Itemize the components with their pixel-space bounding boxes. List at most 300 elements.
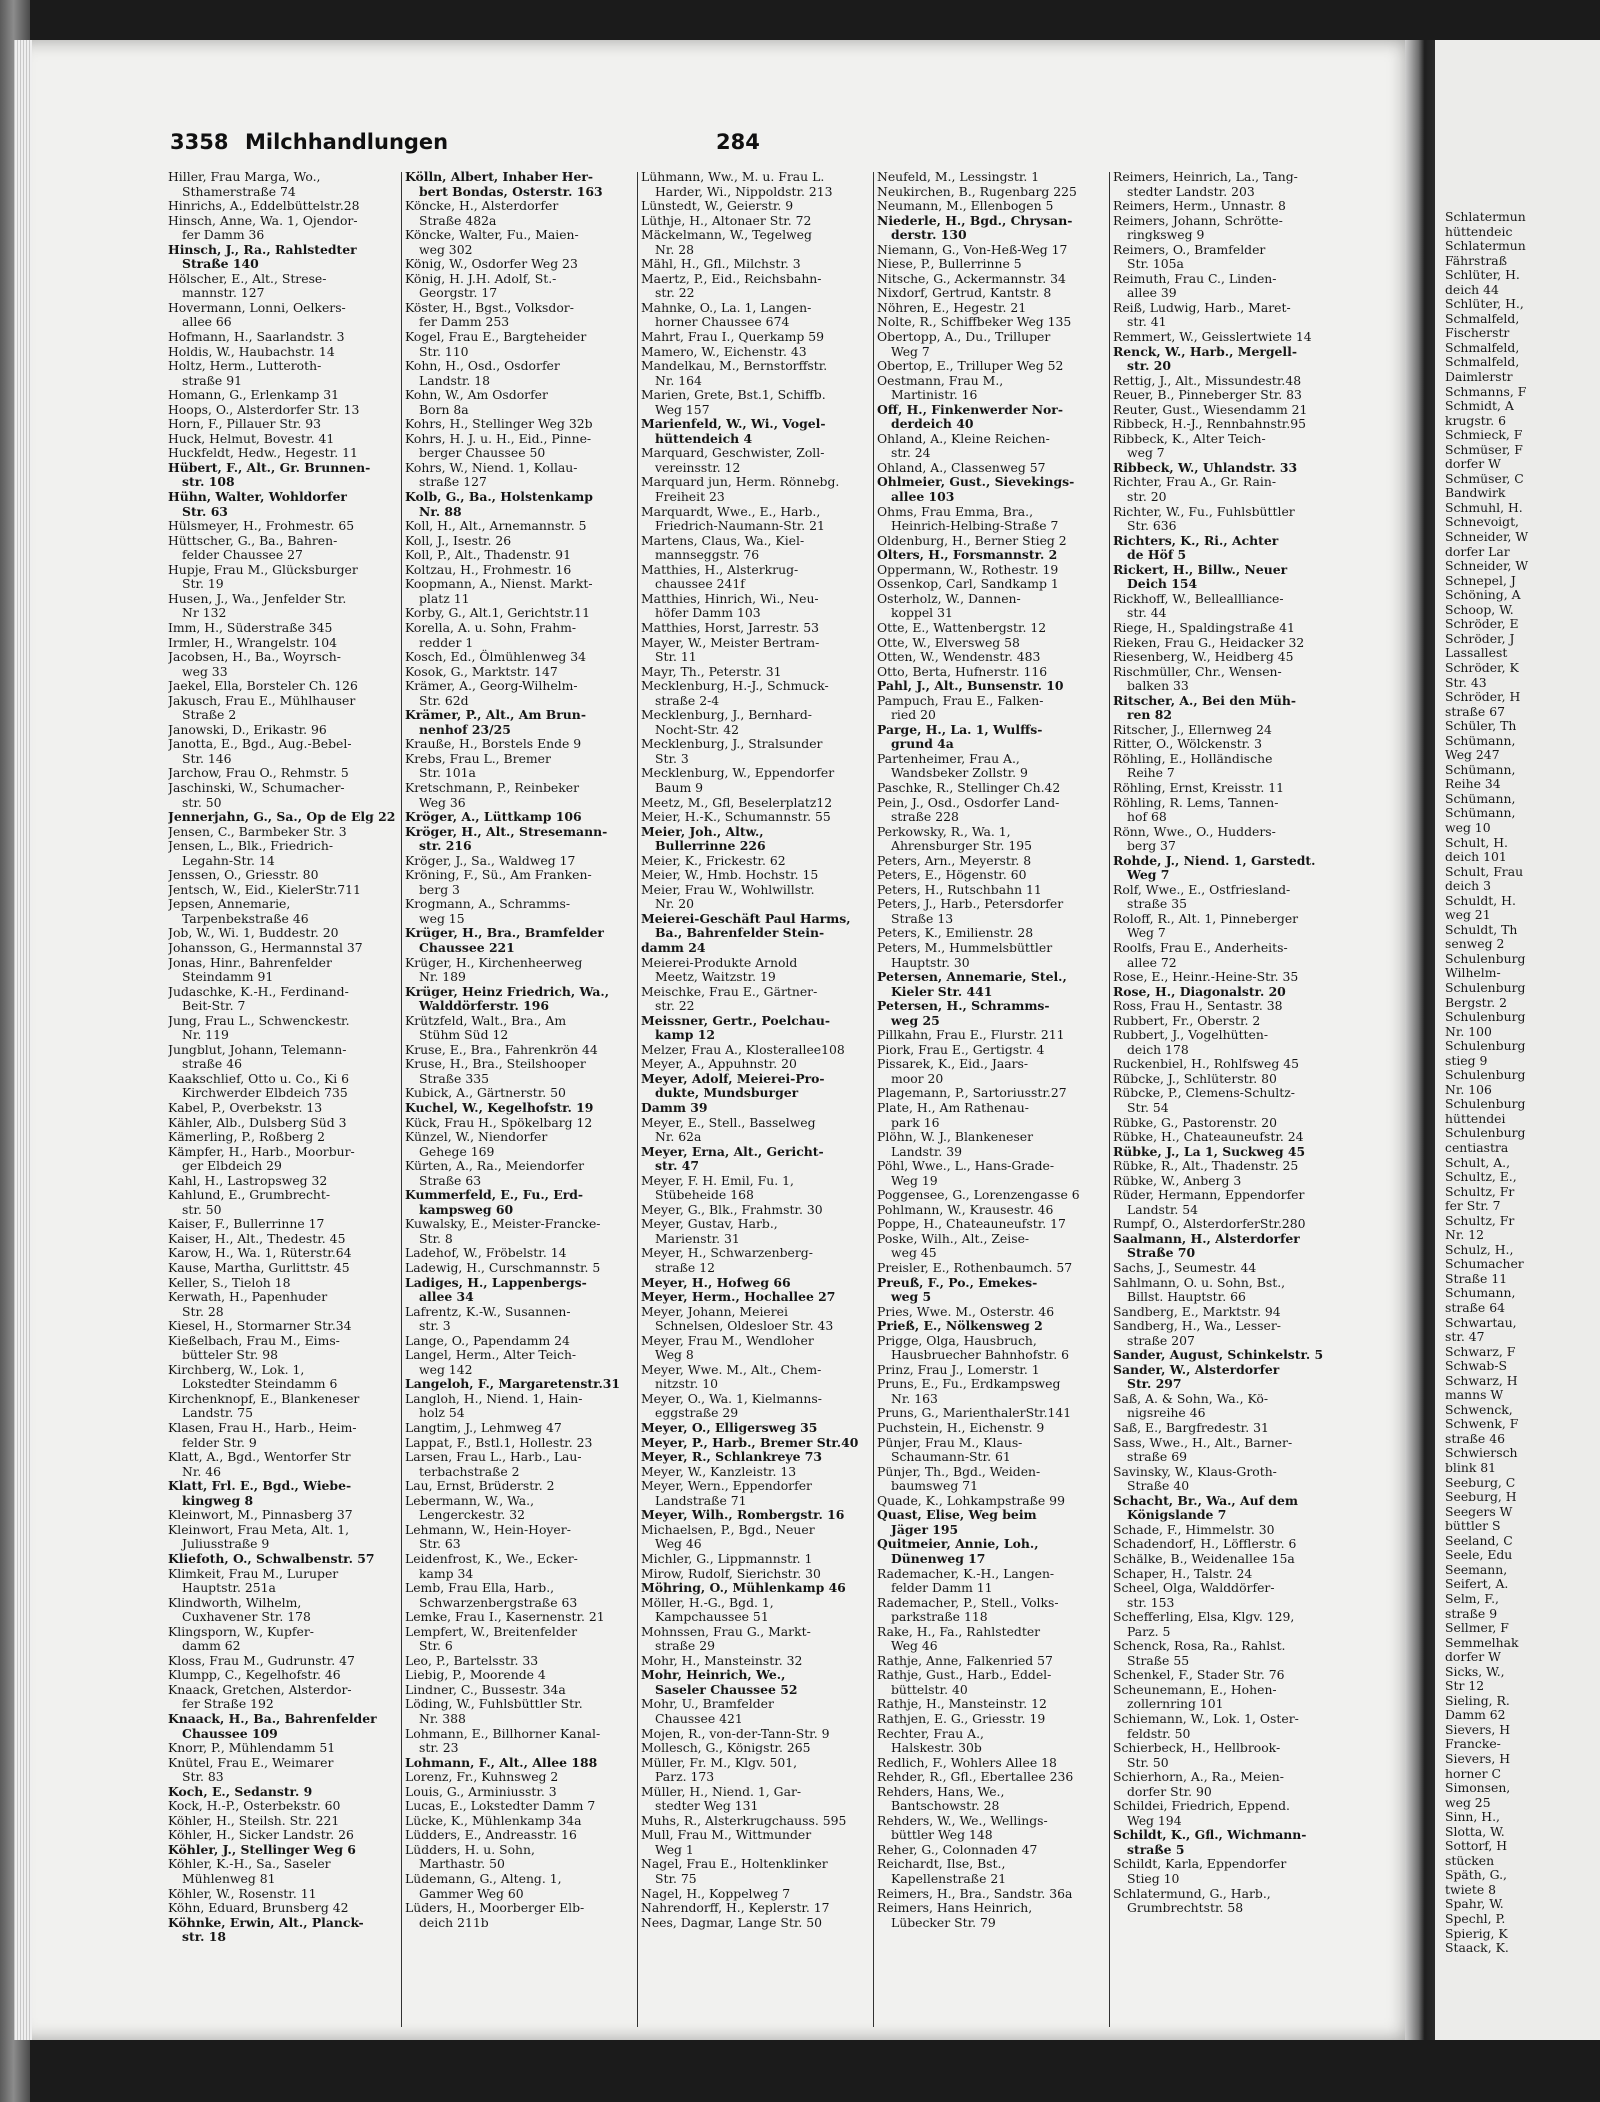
entry-continuation: straße 12 <box>655 1260 715 1276</box>
entry-line: Ritter, O., Wölckenstr. 3 <box>1113 736 1263 752</box>
entry-continuation: Weg 157 <box>655 401 710 417</box>
directory-entry <box>405 1872 633 1901</box>
directory-entry <box>641 1596 869 1625</box>
next-page-fragment: Schulenburg <box>1445 1038 1526 1054</box>
directory-entry <box>877 1465 1105 1494</box>
entry-line: Peters, H., Rutschbahn 11 <box>877 881 1042 897</box>
directory-entry <box>877 694 1105 723</box>
entry-line: Meierei-Produkte Arnold <box>641 954 798 970</box>
next-page-fragment: hüttendei <box>1445 1110 1506 1126</box>
directory-entry <box>1113 1116 1341 1131</box>
entry-line: Jentsch, W., Eid., KielerStr.711 <box>168 881 361 897</box>
directory-entry <box>641 737 869 766</box>
directory-entry <box>1113 1610 1341 1639</box>
directory-entry <box>877 1421 1105 1436</box>
entry-continuation: Beit-Str. 7 <box>182 998 246 1014</box>
entry-continuation: nigsreihe 46 <box>1127 1405 1206 1421</box>
next-page-fragment: Schulz, H., <box>1445 1241 1514 1257</box>
entry-continuation: Weg 19 <box>891 1172 938 1188</box>
directory-entry <box>641 985 869 1014</box>
entry-line: Mollesch, G., Königstr. 265 <box>641 1740 811 1756</box>
directory-entry <box>877 1668 1105 1697</box>
entry-line: Rübke, J., La 1, Suckweg 45 <box>1113 1143 1306 1159</box>
entry-line: Mecklenburg, J., Stralsunder <box>641 736 823 752</box>
entry-line: Mohnssen, Frau G., Markt- <box>641 1623 811 1639</box>
next-page-fragment: Schuldt, Th <box>1445 921 1518 937</box>
directory-entry <box>1113 1145 1341 1160</box>
entry-line: Obertop, E., Trilluper Weg 52 <box>877 358 1064 374</box>
entry-continuation: Lengerckestr. 32 <box>419 1507 526 1523</box>
next-page-fragment: Schwiersch <box>1445 1445 1518 1461</box>
entry-line: Jarchow, Frau O., Rehmstr. 5 <box>168 765 349 781</box>
directory-entry <box>877 883 1105 898</box>
entry-continuation: Str. 101a <box>419 765 476 781</box>
entry-continuation: holz 54 <box>419 1405 465 1421</box>
entry-continuation: Nr. 88 <box>419 503 462 519</box>
entry-line: Langloh, H., Niend. 1, Hain- <box>405 1390 583 1406</box>
entry-line: Kämpfer, H., Harb., Moorbur- <box>168 1143 355 1159</box>
entry-line: damm 24 <box>641 939 706 955</box>
entry-line: Hühn, Walter, Wohldorfer <box>168 489 347 505</box>
directory-entry <box>641 417 869 446</box>
directory-entry <box>877 592 1105 621</box>
next-page-fragment: dorfer W <box>1445 1649 1501 1665</box>
entry-continuation: Chaussee 221 <box>419 939 515 955</box>
directory-entry <box>1113 1217 1341 1232</box>
directory-entry <box>1113 999 1341 1014</box>
entry-continuation: Parz. 5 <box>1127 1623 1171 1639</box>
entry-continuation: weg 25 <box>891 1012 940 1028</box>
entry-continuation: mannstr. 127 <box>182 285 265 301</box>
directory-entry <box>168 1523 396 1552</box>
entry-line: Scheunemann, E., Hohen- <box>1113 1681 1277 1697</box>
entry-line: Pries, Wwe. M., Osterstr. 46 <box>877 1303 1055 1319</box>
directory-entry <box>877 679 1105 694</box>
directory-entry <box>1113 781 1341 796</box>
entry-continuation: kamp 34 <box>419 1565 474 1581</box>
directory-entry <box>641 796 869 811</box>
entry-line: Lemb, Frau Ella, Harb., <box>405 1580 555 1596</box>
entry-continuation: parkstraße 118 <box>891 1609 988 1625</box>
directory-entry <box>641 1828 869 1857</box>
next-page-fragment: Schmanns, F <box>1445 383 1527 399</box>
directory-entry <box>168 1508 396 1523</box>
entry-line: Job, W., Wi. 1, Buddestr. 20 <box>168 925 339 941</box>
entry-line: Holdis, W., Haubachstr. 14 <box>168 343 335 359</box>
entry-line: Rose, H., Diagonalstr. 20 <box>1113 983 1286 999</box>
directory-entry <box>1113 1799 1341 1828</box>
entry-line: Lindner, C., Bussestr. 34a <box>405 1681 566 1697</box>
directory-entry <box>641 941 869 956</box>
entry-line: Kleinwort, Frau Meta, Alt. 1, <box>168 1521 350 1537</box>
entry-line: Jungblut, Johann, Telemann- <box>168 1041 347 1057</box>
directory-entry <box>405 1086 633 1101</box>
entry-line: Kölln, Albert, Inhaber Her- <box>405 170 594 184</box>
directory-entry <box>168 1596 396 1625</box>
entry-line: Meyer, Wern., Eppendorfer <box>641 1478 812 1494</box>
directory-entry <box>1113 417 1341 432</box>
directory-entry <box>1113 330 1341 345</box>
directory-entry <box>405 810 633 825</box>
directory-entry <box>405 1348 633 1377</box>
entry-line: Koll, P., Alt., Thadenstr. 91 <box>405 547 571 563</box>
directory-entry <box>405 985 633 1014</box>
entry-line: Köncke, H., Alsterdorfer <box>405 198 559 214</box>
next-page-fragment: Schwab-S <box>1445 1358 1508 1374</box>
directory-entry <box>1113 388 1341 403</box>
entry-line: Lemke, Frau I., Kasernenstr. 21 <box>405 1609 605 1625</box>
entry-continuation: Georgstr. 17 <box>419 285 498 301</box>
entry-line: Kerwath, H., Papenhuder <box>168 1289 328 1305</box>
entry-line: Kaiser, F., Bullerrinne 17 <box>168 1216 325 1232</box>
entry-line: Peters, Arn., Meyerstr. 8 <box>877 852 1032 868</box>
entry-continuation: str. 24 <box>891 445 931 461</box>
entry-line: Poppe, H., Chateauneufstr. 17 <box>877 1216 1066 1232</box>
directory-entry <box>168 1814 396 1829</box>
entry-line: Kabel, P., Overbekstr. 13 <box>168 1100 323 1115</box>
entry-continuation: mannseggstr. 76 <box>655 547 760 563</box>
entry-line: Löding, W., Fuhlsbüttler Str. <box>405 1696 583 1712</box>
entry-continuation: str. 50 <box>182 794 222 810</box>
directory-entry <box>405 1246 633 1261</box>
directory-entry <box>168 1799 396 1814</box>
entry-line: Koch, E., Sedanstr. 9 <box>168 1783 313 1799</box>
next-page-fragment: Schmalfeld, <box>1445 310 1520 326</box>
directory-entry <box>877 432 1105 461</box>
next-page-fragment: Straße 11 <box>1445 1270 1508 1286</box>
directory-entry <box>1113 1072 1341 1087</box>
entry-continuation: Freiheit 23 <box>655 489 725 505</box>
directory-entry <box>641 810 869 825</box>
entry-line: Johansson, G., Hermannstal 37 <box>168 939 363 955</box>
entry-line: Otto, Berta, Hufnerstr. 116 <box>877 663 1048 679</box>
next-page-fragment: Schröder, H <box>1445 689 1521 705</box>
entry-line: Koopmann, A., Nienst. Markt- <box>405 576 593 592</box>
directory-entry <box>877 1305 1105 1320</box>
entry-continuation: Weg 8 <box>655 1347 694 1363</box>
entry-line: Meyer, Erna, Alt., Gericht- <box>641 1143 824 1159</box>
entry-line: Schälke, B., Weidenallee 15a <box>1113 1550 1295 1566</box>
entry-line: Osterholz, W., Dannen- <box>877 590 1021 606</box>
directory-entry <box>641 854 869 869</box>
next-page-fragment: Schöning, A <box>1445 587 1521 603</box>
directory-entry <box>168 1479 396 1508</box>
entry-line: Sachs, J., Seumestr. 44 <box>1113 1260 1257 1276</box>
directory-entry <box>641 505 869 534</box>
entry-line: Kummerfeld, E., Fu., Erd- <box>405 1187 584 1203</box>
entry-continuation: Str. 8 <box>419 1230 453 1246</box>
next-page-fragment: Schümann, <box>1445 805 1516 821</box>
entry-line: Quitmeier, Annie, Loh., <box>877 1536 1039 1552</box>
entry-line: Mäckelmann, W., Tegelweg <box>641 227 812 243</box>
entry-line: Röhling, Ernst, Kreisstr. 11 <box>1113 779 1285 795</box>
entry-continuation: kampsweg 60 <box>419 1201 514 1217</box>
directory-entry <box>877 534 1105 549</box>
directory-entry <box>1113 1828 1341 1857</box>
directory-entry <box>641 1887 869 1902</box>
directory-entry <box>877 403 1105 432</box>
entry-line: Riege, H., Spaldingstraße 41 <box>1113 619 1295 635</box>
entry-line: Ossenkop, Carl, Sandkamp 1 <box>877 576 1059 592</box>
entry-line: Richter, W., Fu., Fuhlsbüttler <box>1113 503 1295 519</box>
entry-continuation: park 16 <box>891 1114 940 1130</box>
next-page-fragment: Daimlerstr <box>1445 369 1513 385</box>
entry-continuation: Weg 194 <box>1127 1812 1182 1828</box>
next-page-fragment: Schulenburg <box>1445 950 1526 966</box>
entry-line: Saß, A. & Sohn, Wa., Kö- <box>1113 1390 1269 1406</box>
directory-entry <box>1113 272 1341 301</box>
directory-entry <box>641 563 869 592</box>
entry-line: Ribbeck, K., Alter Teich- <box>1113 430 1266 446</box>
entry-line: Mandelkau, M., Bernstorffstr. <box>641 358 828 374</box>
directory-entry <box>641 1145 869 1174</box>
entry-continuation: deich 211b <box>419 1914 489 1930</box>
next-page-fragment: Sottorf, H <box>1445 1838 1508 1854</box>
directory-entry <box>168 461 396 490</box>
entry-line: Neufeld, M., Lessingstr. 1 <box>877 170 1040 184</box>
entry-line: Jaschinski, W., Schumacher- <box>168 779 345 795</box>
entry-continuation: Wandsbeker Zollstr. 9 <box>891 765 1028 781</box>
directory-entry <box>405 665 633 680</box>
directory-entry <box>168 1668 396 1683</box>
entry-line: Hiller, Frau Marga, Wo., <box>168 170 321 184</box>
directory-entry <box>405 1523 633 1552</box>
entry-line: Richter, Frau A., Gr. Rain- <box>1113 474 1277 490</box>
directory-entry <box>1113 214 1341 243</box>
entry-line: Saß, E., Bargfredestr. 31 <box>1113 1420 1269 1436</box>
directory-entry <box>877 1494 1105 1509</box>
directory-entry <box>877 1057 1105 1086</box>
entry-line: Korella, A. u. Sohn, Frahm- <box>405 619 577 635</box>
directory-entry <box>877 1756 1105 1771</box>
entry-line: Damm 39 <box>641 1100 708 1115</box>
entry-line: Horn, F., Pillauer Str. 93 <box>168 416 321 432</box>
entry-line: Hupje, Frau M., Glücksburger <box>168 561 358 577</box>
directory-entry <box>1113 1348 1341 1363</box>
next-page-fragment: straße 46 <box>1445 1430 1505 1446</box>
directory-entry <box>168 1901 396 1916</box>
next-page-fragment: Schümann, <box>1445 761 1516 777</box>
directory-entry <box>641 170 869 199</box>
entry-line: Kosok, G., Marktstr. 147 <box>405 663 558 679</box>
entry-line: Lempfert, W., Breitenfelder <box>405 1623 578 1639</box>
entry-continuation: straße 69 <box>1127 1449 1187 1465</box>
directory-entry <box>877 1159 1105 1188</box>
entry-continuation: Parz. 173 <box>655 1769 715 1785</box>
entry-continuation: weg 7 <box>1127 445 1165 461</box>
next-page-fragment: Schröder, E <box>1445 616 1519 632</box>
directory-entry <box>877 257 1105 272</box>
directory-entry <box>877 1770 1105 1785</box>
directory-entry <box>168 1072 396 1101</box>
directory-entry <box>1113 170 1341 199</box>
next-page-fragment: Seifert, A. <box>1445 1576 1509 1592</box>
next-page-fragment: Schmuhl, H. <box>1445 499 1523 515</box>
entry-line: Schierhorn, A., Ra., Meien- <box>1113 1769 1284 1785</box>
entry-line: Knorr, P., Mühlendamm 51 <box>168 1740 336 1756</box>
entry-line: Oldenburg, H., Berner Stieg 2 <box>877 532 1067 548</box>
directory-entry <box>1113 592 1341 621</box>
entry-line: Off, H., Finkenwerder Nor- <box>877 401 1063 417</box>
next-page-fragment: Bergstr. 2 <box>1445 994 1507 1010</box>
entry-line: Rubbert, Fr., Oberstr. 2 <box>1113 1012 1261 1028</box>
next-page-fragment: Spierig, K <box>1445 1925 1508 1941</box>
entry-continuation: balken 33 <box>1127 678 1189 694</box>
next-page-fragment: Spechl, P. <box>1445 1910 1506 1926</box>
directory-entry <box>641 1625 869 1654</box>
next-page-fragment: Schumann, <box>1445 1285 1516 1301</box>
entry-continuation: Hauptstr. 251a <box>182 1580 276 1596</box>
entry-line: Melzer, Frau A., Klosterallee108 <box>641 1041 845 1057</box>
entry-continuation: dukte, Mundsburger <box>655 1085 799 1101</box>
entry-continuation: Str. 3 <box>655 750 689 766</box>
directory-entry <box>168 621 396 636</box>
directory-entry <box>877 1436 1105 1465</box>
directory-entry <box>877 1043 1105 1058</box>
entry-line: Jensen, C., Barmbeker Str. 3 <box>168 823 347 839</box>
next-page-fragment: weg 10 <box>1445 819 1491 835</box>
entry-line: Meyer, R., Schlankreye 73 <box>641 1449 823 1465</box>
entry-continuation: derstr. 130 <box>891 227 967 243</box>
entry-line: Köhler, H., Steilsh. Str. 221 <box>168 1812 340 1828</box>
entry-line: Meyer, Gustav, Harb., <box>641 1216 778 1232</box>
entry-line: Oppermann, W., Rothestr. 19 <box>877 561 1059 577</box>
directory-entry <box>1113 694 1341 723</box>
entry-continuation: vereinsstr. 12 <box>655 459 741 475</box>
entry-continuation: Nr. 20 <box>655 896 695 912</box>
directory-column-5 <box>1113 170 1341 2030</box>
entry-line: Ohlmeier, Gust., Sievekings- <box>877 474 1075 490</box>
directory-entry <box>641 708 869 737</box>
directory-entry <box>168 272 396 301</box>
entry-line: Reimers, Johann, Schrötte- <box>1113 212 1283 228</box>
directory-entry <box>405 272 633 301</box>
next-page-fragment: Schlatermun <box>1445 209 1526 224</box>
entry-continuation: Ba., Bahrenfelder Stein- <box>655 925 825 941</box>
column-divider <box>637 172 638 2027</box>
directory-entry <box>405 1625 633 1654</box>
entry-line: Karow, H., Wa. 1, Rüterstr.64 <box>168 1245 352 1261</box>
entry-continuation: Jäger 195 <box>891 1521 959 1537</box>
directory-entry <box>1113 1392 1341 1421</box>
directory-entry <box>877 1276 1105 1305</box>
entry-continuation: str. 47 <box>655 1158 699 1174</box>
directory-entry <box>641 679 869 708</box>
entry-line: Jaekel, Ella, Borsteler Ch. 126 <box>168 678 358 694</box>
entry-line: Meischke, Frau E., Gärtner- <box>641 983 818 999</box>
directory-entry <box>1113 1887 1341 1916</box>
entry-line: Kause, Martha, Gurlittstr. 45 <box>168 1260 350 1276</box>
entry-line: Kruse, H., Bra., Steilshooper <box>405 1056 586 1072</box>
directory-entry <box>168 1712 396 1741</box>
entry-continuation: str. 108 <box>182 474 235 490</box>
entry-continuation: Str. 146 <box>182 750 232 766</box>
entry-continuation: Grumbrechtstr. 58 <box>1127 1900 1244 1916</box>
next-page-fragment: Slotta, W. <box>1445 1823 1505 1839</box>
directory-entry <box>1113 563 1341 592</box>
entry-line: Pruns, E., Fu., Erdkampsweg <box>877 1376 1061 1392</box>
directory-entry <box>1113 1086 1341 1115</box>
entry-line: Lehmann, W., Hein-Hoyer- <box>405 1521 571 1537</box>
entry-line: Leidenfrost, K., We., Ecker- <box>405 1550 578 1566</box>
entry-line: Mahrt, Frau I., Querkamp 59 <box>641 329 825 345</box>
directory-entry <box>168 839 396 868</box>
entry-line: Kröger, H., Alt., Stresemann- <box>405 823 608 839</box>
next-page-fragment: senweg 2 <box>1445 936 1505 952</box>
next-page-fragment: Damm 62 <box>1445 1707 1506 1723</box>
page-number: 3358 <box>170 130 229 154</box>
entry-line: Peters, M., Hummelsbüttler <box>877 939 1053 955</box>
entry-continuation: Kieler Str. 441 <box>891 983 993 999</box>
entry-line: Martens, Claus, Wa., Kiel- <box>641 532 805 548</box>
directory-entry <box>877 868 1105 883</box>
directory-entry <box>1113 1130 1341 1145</box>
directory-entry <box>168 1290 396 1319</box>
entry-line: Lüdders, H. u. Sohn, <box>405 1841 535 1857</box>
entry-line: Plate, H., Am Rathenau- <box>877 1100 1029 1115</box>
directory-entry <box>168 956 396 985</box>
next-page <box>1435 40 1600 2040</box>
entry-line: Kürten, A., Ra., Meiendorfer <box>405 1158 585 1174</box>
entry-line: Koll, J., Isestr. 26 <box>405 532 512 548</box>
directory-entry <box>877 563 1105 578</box>
directory-entry <box>641 636 869 665</box>
entry-continuation: str. 153 <box>1127 1594 1175 1610</box>
entry-continuation: str. 23 <box>419 1740 459 1756</box>
next-page-fragment: Schwarz, H <box>1445 1372 1518 1388</box>
entry-line: Kock, H.-P., Osterbekstr. 60 <box>168 1798 341 1814</box>
entry-line: Sandberg, H., Wa., Lesser- <box>1113 1318 1281 1334</box>
entry-line: Rehder, R., Gfl., Ebertallee 236 <box>877 1769 1074 1785</box>
directory-entry <box>877 665 1105 680</box>
entry-line: Lohmann, E., Billhorner Kanal- <box>405 1725 601 1741</box>
next-page-fragment: Schlüter, H. <box>1445 267 1520 283</box>
entry-line: Kloss, Frau M., Gudrunstr. 47 <box>168 1652 355 1668</box>
directory-entry <box>405 1334 633 1349</box>
entry-line: Huck, Helmut, Bovestr. 41 <box>168 430 335 446</box>
directory-entry <box>641 1334 869 1363</box>
directory-entry <box>168 301 396 330</box>
directory-entry <box>1113 1494 1341 1523</box>
entry-line: Reimers, Hans Heinrich, <box>877 1900 1033 1916</box>
directory-entry <box>877 505 1105 534</box>
directory-entry <box>877 854 1105 869</box>
entry-line: Ritscher, A., Bei den Müh- <box>1113 692 1297 708</box>
directory-entry <box>641 621 869 636</box>
entry-continuation: Nr. 189 <box>419 969 466 985</box>
entry-line: Neumann, M., Ellenbogen 5 <box>877 198 1054 214</box>
entry-line: Hölscher, E., Alt., Strese- <box>168 270 327 286</box>
entry-line: Ohms, Frau Emma, Bra., <box>877 503 1034 519</box>
directory-entry <box>168 694 396 723</box>
next-page-fragment: deich 101 <box>1445 849 1507 865</box>
next-page-fragment: Sievers, H <box>1445 1750 1511 1766</box>
directory-entry <box>641 301 869 330</box>
directory-entry <box>641 1101 869 1116</box>
entry-continuation: Bantschowstr. 28 <box>891 1798 1000 1814</box>
entry-continuation: weg 5 <box>891 1289 932 1305</box>
directory-entry <box>1113 403 1341 418</box>
entry-line: Koll, H., Alt., Arnemannstr. 5 <box>405 518 587 534</box>
directory-entry <box>1113 1436 1341 1465</box>
entry-continuation: Straße 63 <box>419 1172 482 1188</box>
directory-entry <box>405 1668 633 1683</box>
entry-continuation: Str. 75 <box>655 1870 697 1886</box>
directory-entry <box>1113 650 1341 665</box>
entry-continuation: büttelstr. 40 <box>891 1681 968 1697</box>
entry-continuation: dorfer Str. 90 <box>1127 1783 1212 1799</box>
directory-entry <box>405 199 633 228</box>
